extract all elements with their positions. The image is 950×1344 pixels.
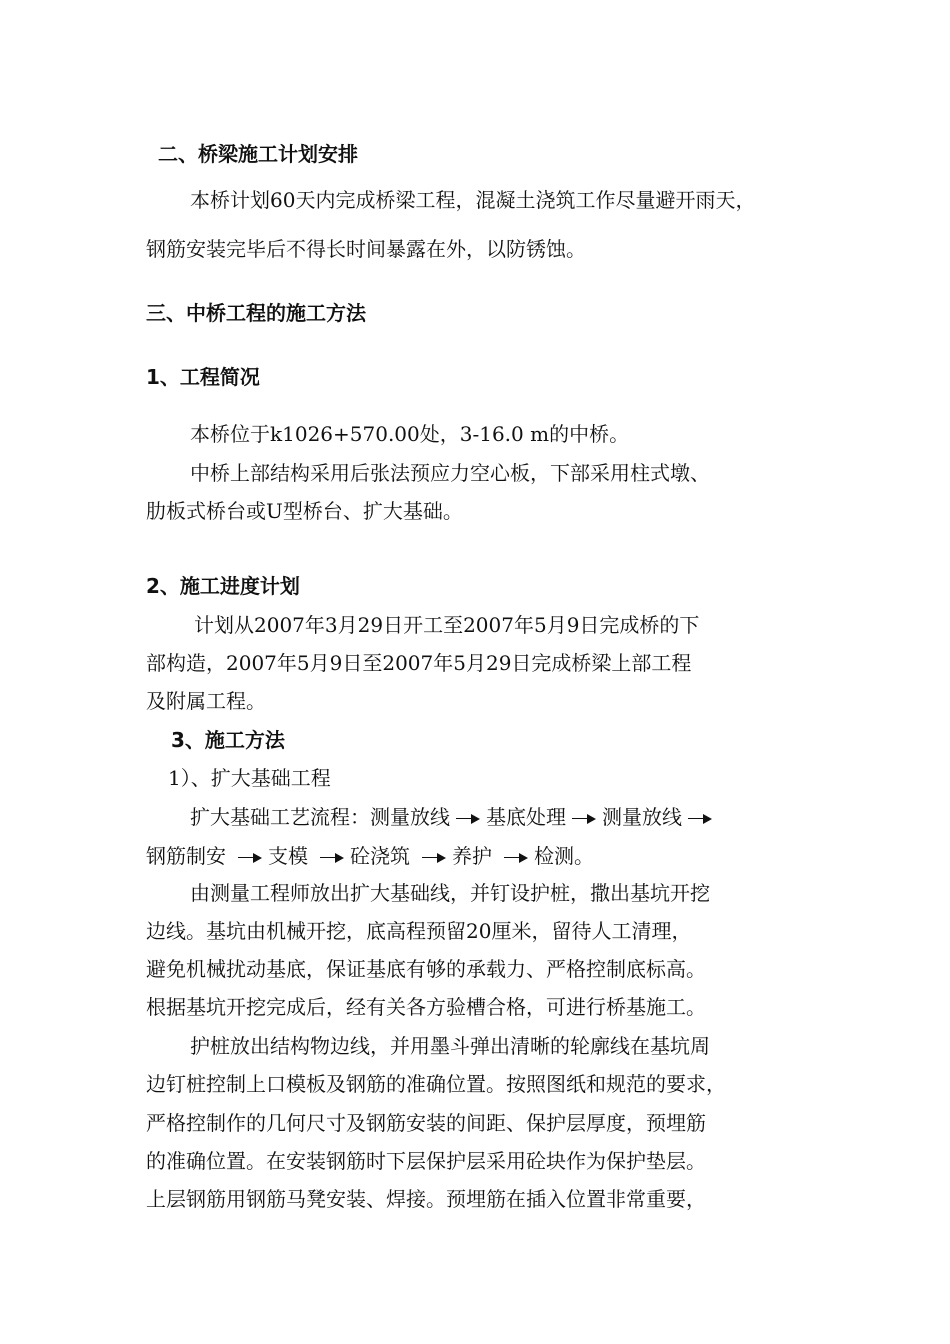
flow-step: 养护 [452,844,492,868]
paragraph-line: 边钉桩控制上口模板及钢筋的准确位置。按照图纸和规范的要求， [146,1072,726,1096]
subsection-heading-3: 3、施工方法 [171,728,285,752]
flow-label: 扩大基础工艺流程： [190,805,370,829]
arrow-right-icon [572,813,596,825]
section-heading-2: 二、桥梁施工计划安排 [158,142,358,166]
flow-step: 基底处理 [486,805,566,829]
flow-step: 砼浇筑 [350,844,410,868]
paragraph-line: 本桥计划60天内完成桥梁工程，混凝土浇筑工作尽量避开雨天， [190,188,756,212]
paragraph-line: 避免机械扰动基底，保证基底有够的承载力、严格控制底标高。 [146,957,706,981]
section-heading-3: 三、中桥工程的施工方法 [146,301,366,325]
arrow-right-icon [456,813,480,825]
arrow-right-icon [688,813,712,825]
subsection-heading-1: 1、工程简况 [146,365,260,389]
paragraph-line: 中桥上部结构采用后张法预应力空心板，下部采用柱式墩、 [190,461,710,485]
flow-step: 钢筋制安 [146,844,226,868]
flow-step: 测量放线 [370,805,450,829]
paragraph-line: 严格控制作的几何尺寸及钢筋安装的间距、保护层厚度，预埋筋 [146,1111,706,1135]
paragraph-line: 护桩放出结构物边线，并用墨斗弹出清晰的轮廓线在基坑周 [190,1034,710,1058]
paragraph-line: 由测量工程师放出扩大基础线，并钉设护桩，撒出基坑开挖 [190,881,710,905]
subsection-heading-2: 2、施工进度计划 [146,574,300,598]
sub-item-heading: 1）、扩大基础工程 [168,766,331,790]
paragraph-line: 根据基坑开挖完成后，经有关各方验槽合格，可进行桥基施工。 [146,995,706,1019]
paragraph-line: 部构造，2007年5月9日至2007年5月29日完成桥梁上部工程 [146,651,692,675]
paragraph-line: 及附属工程。 [146,689,266,713]
arrow-right-icon [504,852,528,864]
paragraph-line: 肋板式桥台或U型桥台、扩大基础。 [146,499,463,523]
paragraph-line: 计划从2007年3月29日开工至2007年5月9日完成桥的下 [194,613,700,637]
arrow-right-icon [422,852,446,864]
flow-step: 支模 [268,844,308,868]
paragraph-line: 钢筋安装完毕后不得长时间暴露在外，以防锈蚀。 [146,237,586,261]
process-flow-line-1 [190,804,718,830]
paragraph-line: 边线。基坑由机械开挖，底高程预留20厘米，留待人工清理， [146,919,692,943]
arrow-right-icon [320,852,344,864]
flow-step: 测量放线 [602,805,682,829]
arrow-right-icon [238,852,262,864]
paragraph-line: 上层钢筋用钢筋马凳安装、焊接。预埋筋在插入位置非常重要， [146,1187,706,1211]
flow-step: 检测。 [534,844,594,868]
paragraph-line: 的准确位置。在安装钢筋时下层保护层采用砼块作为保护垫层。 [146,1149,706,1173]
process-flow-line-2 [146,843,594,869]
paragraph-line: 本桥位于k1026+570.00处，3-16.0 m的中桥。 [190,422,630,446]
